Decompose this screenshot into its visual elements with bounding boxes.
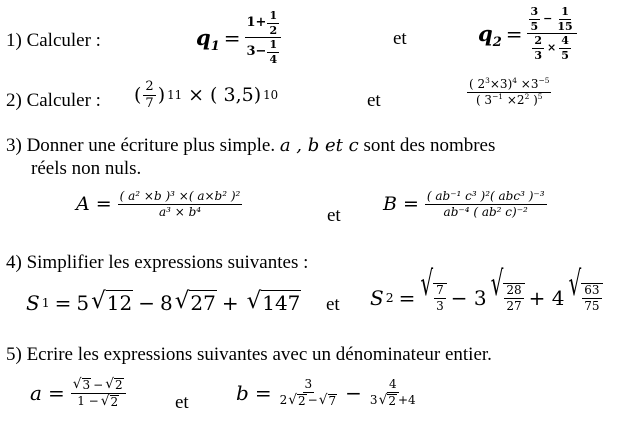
item-text: Donner une écriture plus simple.	[26, 135, 276, 156]
exponent-fraction: $\frac{( 2^3\times 3)^4 \times 3^{-5}}{( 3^{-1} \times 2^2 )^5}$	[469, 76, 550, 107]
conjunction-et: et	[326, 294, 340, 315]
q2-fraction: $\frac{3}{5}$ − $\frac{1}{15}$ $\frac{2}{3}$ × $\frac{4}{5}$	[527, 6, 577, 61]
item-5	[6, 344, 492, 366]
q2-expression: $q_2$ = $\frac{3}{5}$ − $\frac{1}{15}$ $\frac{2}{3}$ × $\frac{4}{5}$	[478, 6, 577, 61]
item-number: 3)	[6, 135, 22, 156]
expression-a: a = √ 3 − √ 2 1 − √ 2	[30, 378, 126, 409]
expression-S2: S 2 = √ $\frac{7}{3}$ − 3 √ $\frac{28}{27}$ + 4 √ $\frac{63}{75}$	[370, 283, 603, 312]
conjunction-et: et	[175, 392, 189, 413]
item-label: Calculer :	[26, 90, 101, 111]
expression-A: A = $\frac{\text{( a² ×b )³ ×( a×b² )²}}{\text{a³ × b⁴}}$	[76, 189, 241, 219]
item-vars: a , b et c	[279, 135, 359, 156]
item-text: Ecrire les expressions suivantes avec un dénominateur entier.	[26, 344, 492, 365]
q1-fraction: 1+ $\frac{1}{2}$ 3− $\frac{1}{4}$	[245, 10, 282, 65]
item-number: 4)	[6, 252, 22, 273]
item-4	[6, 252, 308, 274]
item-number: 1)	[6, 30, 22, 51]
expression-b: b = 3 2 √ 2 − √ 7 − 4 3 √ 2 +4	[236, 377, 416, 408]
power-expression: ( $\frac{2}{7}$ ) 11 × ( 3,5) 10	[134, 79, 279, 111]
item-number: 5)	[6, 344, 22, 365]
item-2	[6, 90, 101, 112]
expression-S1: S 1 = 5 √ 12 − 8 √ 27 + √ 147	[26, 288, 301, 315]
conjunction-et: et	[393, 28, 407, 49]
item-3-continuation: réels non nuls.	[31, 158, 142, 179]
conjunction-et: et	[327, 205, 341, 226]
expression-B: B = $\frac{\text{( ab⁻¹ c³ )²( abc³ )⁻³}}{\text{ab⁻⁴ ( ab² c)⁻²}}$	[383, 189, 545, 219]
item-1	[6, 30, 101, 52]
item-number: 2)	[6, 90, 22, 111]
q1-expression: $q_1$ = 1+ $\frac{1}{2}$ 3− $\frac{1}{4}$	[196, 10, 281, 65]
item-3	[6, 135, 495, 157]
item-text: sont des nombres	[363, 135, 496, 156]
item-text: Simplifier les expressions suivantes :	[26, 252, 309, 273]
item-label: Calculer :	[26, 30, 101, 51]
conjunction-et: et	[367, 90, 381, 111]
